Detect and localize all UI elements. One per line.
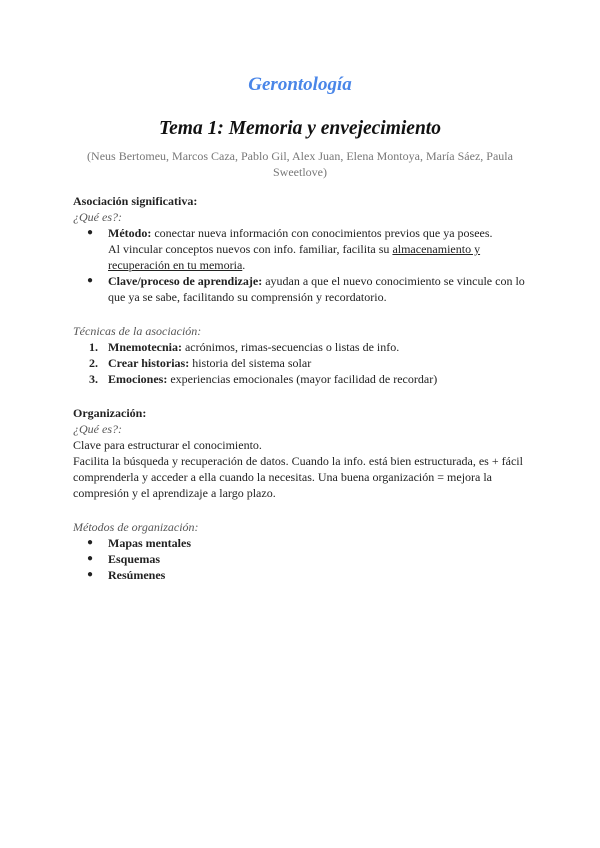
item-label: Mapas mentales (108, 536, 191, 550)
organizacion-paragraph: Facilita la búsqueda y recuperación de datos. Cuando la info. está bien estructurada, es + fácil comprenderla y acceder a ella cuando la necesitas. Una buena organización = mejora la compresión y el aprendizaje a largo plazo. (73, 454, 523, 500)
tecnicas-heading: Técnicas de la asociación: (73, 324, 202, 338)
authors-line: (Neus Bertomeu, Marcos Caza, Pablo Gil, Alex Juan, Elena Montoya, María Sáez, Paula Sweetlove) (87, 149, 513, 179)
item-number: 2. (89, 356, 98, 370)
list-item (73, 371, 533, 387)
item-text: experiencias emocionales (mayor facilidad de recordar) (167, 372, 438, 386)
asociacion-list (73, 225, 533, 305)
item-text: conectar nueva información con conocimientos previos que ya posees. (151, 226, 493, 240)
list-item (73, 551, 533, 567)
list-item (73, 535, 533, 551)
subject-title: Gerontología (248, 74, 352, 95)
item-label: Resúmenes (108, 568, 166, 582)
bullet-icon: ● (87, 227, 94, 238)
bullet-icon: ● (87, 275, 94, 286)
item-text: historia del sistema solar (189, 356, 312, 370)
organizacion-heading: Organización: (73, 406, 147, 420)
item-text-end: . (242, 258, 246, 272)
list-item (73, 339, 533, 355)
item-label: Esquemas (108, 552, 161, 566)
metodos-heading: Métodos de organización: (73, 520, 199, 534)
bullet-icon: ● (87, 569, 94, 580)
item-label: Mnemotecnia: (108, 340, 182, 354)
item-label: Emociones: (108, 372, 168, 386)
tecnicas-list (73, 339, 533, 387)
document-body (73, 193, 533, 583)
asociacion-heading: Asociación significativa: (73, 194, 198, 208)
list-item (73, 273, 533, 305)
item-text-line2: Al vincular conceptos nuevos con info. familiar, facilita su (108, 242, 393, 256)
metodos-list (73, 535, 533, 583)
list-item (73, 567, 533, 583)
item-text: acrónimos, rimas-secuencias o listas de info. (181, 340, 400, 354)
item-label: Clave/proceso de aprendizaje: (108, 274, 263, 288)
item-underlined-text: almacenamiento y recuperación en tu memoria (108, 242, 481, 272)
item-label: Crear historias: (108, 356, 190, 370)
page-title: Tema 1: Memoria y envejecimiento (159, 118, 441, 139)
asociacion-que-es: ¿Qué es?: (73, 210, 122, 224)
list-item (73, 225, 533, 273)
list-item (73, 355, 533, 371)
organizacion-line: Clave para estructurar el conocimiento. (73, 438, 262, 452)
item-text: ayudan a que el nuevo conocimiento se vincule con lo que ya se sabe, facilitando su comprensión y recordatorio. (108, 274, 525, 304)
organizacion-que-es: ¿Qué es?: (73, 422, 122, 436)
bullet-icon: ● (87, 537, 94, 548)
item-number: 1. (89, 340, 98, 354)
bullet-icon: ● (87, 553, 94, 564)
item-label: Método: (108, 226, 152, 240)
item-number: 3. (89, 372, 98, 386)
